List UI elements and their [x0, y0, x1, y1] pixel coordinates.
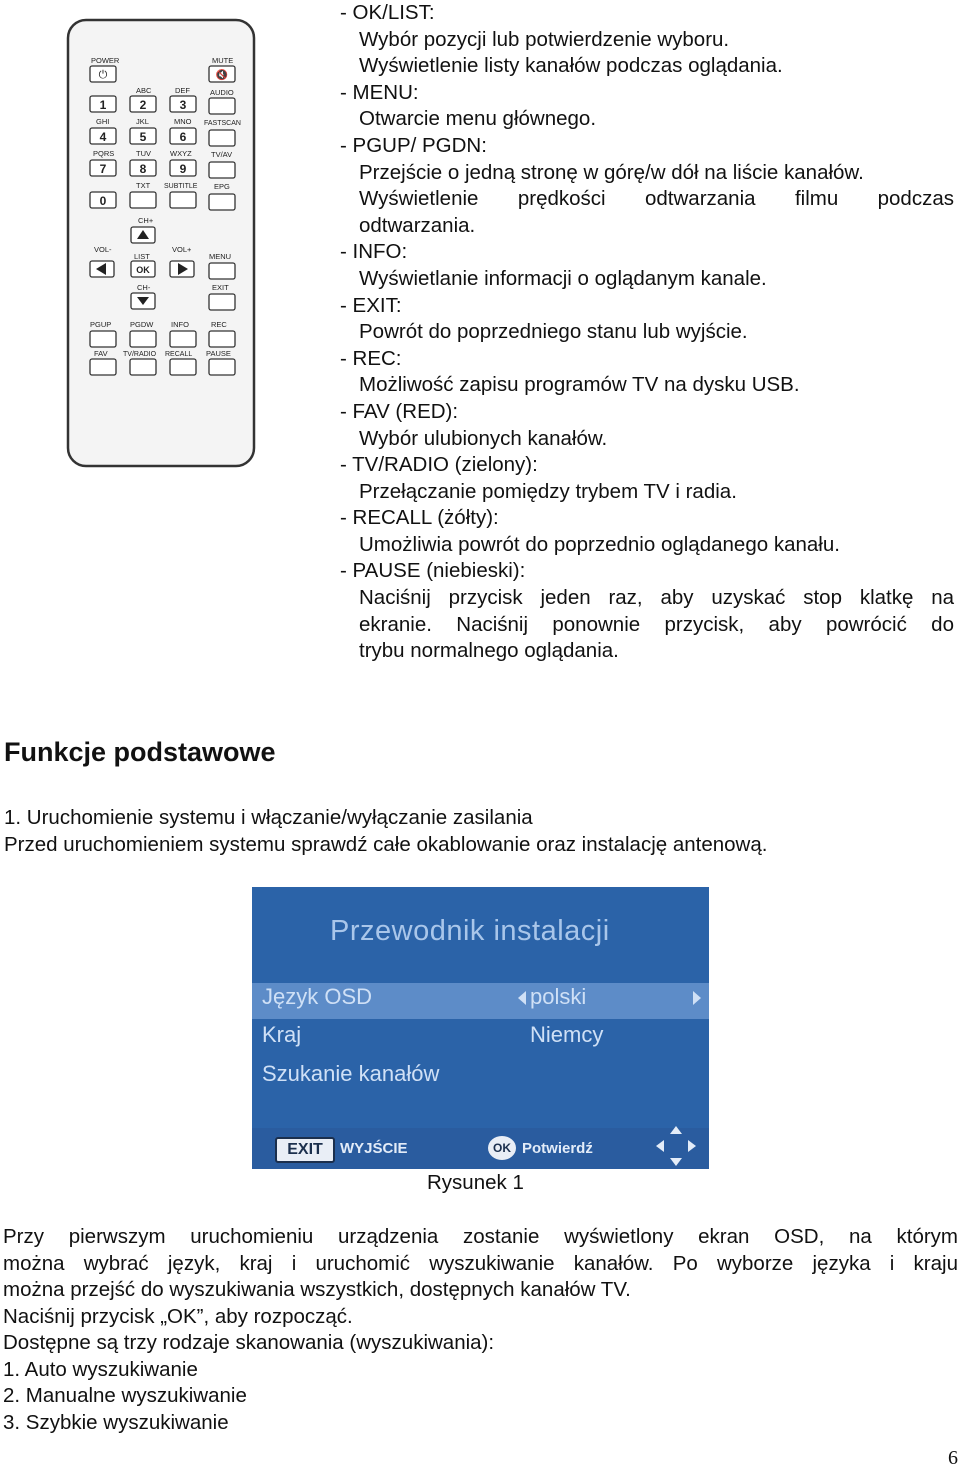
remote-digit-7: 7	[99, 162, 107, 176]
function-heading: - EXIT:	[340, 293, 402, 317]
function-heading: - PGUP/ PGDN:	[340, 133, 487, 157]
remote-label-txt: TXT	[136, 181, 151, 190]
remote-digit-6: 6	[179, 130, 187, 144]
function-heading: - MENU:	[340, 80, 419, 104]
step-text: Przed uruchomieniem systemu sprawdź całe okablowanie oraz instalację antenową.	[4, 833, 768, 856]
figure-caption: Rysunek 1	[427, 1171, 524, 1194]
osd-title: Przewodnik instalacji	[330, 915, 610, 947]
body-line: 1. Auto wyszukiwanie	[3, 1357, 198, 1381]
remote-label-power: POWER	[91, 56, 120, 65]
remote-label-list: LIST	[134, 252, 150, 261]
function-description	[359, 266, 954, 293]
remote-control-illustration	[66, 18, 256, 468]
function-description	[359, 106, 954, 133]
function-description-line: Przejście o jedną stronę w górę/w dół na liście kanałów.	[359, 160, 864, 184]
remote-digit-1: 1	[99, 98, 107, 112]
function-description-line: trybu normalnego oglądania.	[359, 639, 619, 663]
arrow-right-icon	[693, 991, 701, 1005]
function-description-line: Otwarcie menu głównego.	[359, 107, 597, 131]
remote-label-subtitle: SUBTITLE	[164, 183, 198, 190]
osd-row-label-osd-language: Język OSD	[262, 984, 373, 1009]
function-description	[359, 426, 954, 453]
remote-label-exit: EXIT	[212, 283, 229, 292]
function-description	[359, 160, 954, 240]
remote-label-pqrs: PQRS	[93, 149, 115, 158]
osd-row-value-osd-language: polski	[530, 984, 587, 1009]
function-description-line: Wybór pozycji lub potwierdzenie wyboru.	[359, 27, 730, 51]
step-block	[4, 804, 767, 858]
body-line: można wybrać język, kraj i uruchomić wyszukiwanie kanałów. Po wyborze języka i kraju	[3, 1251, 958, 1275]
function-description-line: odtwarzania.	[359, 213, 476, 237]
osd-row-label-country: Kraj	[262, 1022, 302, 1047]
page-number: 6	[948, 1447, 958, 1469]
function-heading: - REC:	[340, 346, 402, 370]
osd-row-value-country: Niemcy	[530, 1022, 604, 1047]
body-line: Naciśnij przycisk „OK”, aby rozpocząć.	[3, 1304, 353, 1328]
remote-label-recall: RECALL	[165, 351, 193, 358]
function-description-line: Naciśnij przycisk jeden raz, aby uzyskać stop klatkę na	[359, 586, 954, 610]
arrow-left-icon	[518, 991, 526, 1005]
function-heading: - INFO:	[340, 240, 408, 264]
remote-label-pgup: PGUP	[90, 320, 112, 329]
remote-label-chminus: CH-	[137, 283, 151, 292]
remote-label-wxyz: WXYZ	[170, 149, 192, 158]
function-heading: - PAUSE (niebieski):	[340, 559, 526, 583]
function-list	[340, 0, 954, 665]
function-description-line: Wybór ulubionych kanałów.	[359, 426, 608, 450]
remote-label-pgdw: PGDW	[130, 320, 154, 329]
remote-label-rec: REC	[211, 320, 227, 329]
remote-label-mute: MUTE	[212, 56, 234, 65]
step-title: 1. Uruchomienie systemu i włączanie/wyłączanie zasilania	[4, 806, 533, 829]
function-description	[359, 585, 954, 665]
remote-label-tvradio: TV/RADIO	[123, 351, 157, 358]
remote-label-jkl: JKL	[136, 117, 149, 126]
function-description	[359, 27, 954, 80]
remote-label-info: INFO	[171, 320, 189, 329]
remote-label-menu: MENU	[209, 252, 232, 261]
remote-digit-8: 8	[139, 162, 147, 176]
remote-digit-9: 9	[179, 162, 187, 176]
remote-label-chplus: CH+	[138, 216, 154, 225]
function-description-line: ekranie. Naciśnij ponownie przycisk, aby powrócić do	[359, 612, 954, 636]
remote-label-mno: MNO	[174, 117, 192, 126]
function-description	[359, 319, 954, 346]
remote-label-volminus: VOL-	[94, 245, 112, 254]
remote-label-epg: EPG	[214, 182, 230, 191]
function-description-line: Możliwość zapisu programów TV na dysku USB.	[359, 373, 800, 397]
osd-ok-label: Potwierdź	[522, 1140, 593, 1157]
function-description-line: Umożliwia powrót do poprzednio oglądanego kanału.	[359, 532, 840, 556]
function-heading: - RECALL (żółty):	[340, 506, 499, 530]
function-description-line: Powrót do poprzedniego stanu lub wyjście.	[359, 320, 748, 344]
remote-label-volplus: VOL+	[172, 245, 192, 254]
osd-installation-guide-figure	[252, 887, 709, 1169]
osd-exit-key: EXIT	[275, 1137, 335, 1163]
remote-label-tvav: TV/AV	[211, 150, 233, 159]
remote-digit-4: 4	[99, 130, 107, 144]
remote-label-audio: AUDIO	[210, 88, 234, 97]
remote-label-def: DEF	[175, 86, 190, 95]
remote-digit-2: 2	[139, 98, 147, 112]
remote-label-pause: PAUSE	[206, 349, 231, 358]
function-heading: - FAV (RED):	[340, 399, 459, 423]
osd-exit-label: WYJŚCIE	[340, 1140, 408, 1157]
remote-digit-3: 3	[179, 98, 187, 112]
osd-ok-key: OK	[488, 1136, 516, 1160]
osd-footer	[252, 1128, 709, 1169]
body-line: 2. Manualne wyszukiwanie	[3, 1384, 247, 1407]
remote-label-abc: ABC	[136, 86, 152, 95]
body-line: Dostępne są trzy rodzaje skanowania (wyszukiwania):	[3, 1331, 495, 1354]
svg-text:🔇: 🔇	[215, 70, 229, 81]
function-description-line: Wyświetlanie informacji o oglądanym kanale.	[359, 266, 767, 290]
remote-digit-0: 0	[99, 194, 107, 208]
function-description-line: Wyświetlenie prędkości odtwarzania filmu podczas	[359, 187, 954, 211]
function-heading: - OK/LIST:	[340, 1, 435, 24]
body-line: Przy pierwszym uruchomieniu urządzenia zostanie wyświetlony ekran OSD, na którym	[3, 1225, 958, 1248]
remote-label-tuv: TUV	[136, 149, 151, 158]
function-description	[359, 532, 954, 559]
osd-row-label-channel-search: Szukanie kanałów	[262, 1061, 440, 1086]
remote-digit-5: 5	[139, 130, 147, 144]
function-description	[359, 372, 954, 399]
navigation-arrows-icon	[652, 1124, 700, 1168]
remote-label-fav: FAV	[94, 349, 108, 358]
remote-label-ok: OK	[136, 265, 150, 275]
body-line: 3. Szybkie wyszukiwanie	[3, 1410, 229, 1434]
function-description-line: Przełączanie pomiędzy trybem TV i radia.	[359, 479, 737, 503]
function-description	[359, 479, 954, 506]
body-text	[3, 1224, 958, 1436]
remote-label-fastscan: FASTSCAN	[204, 120, 241, 127]
function-description-line: Wyświetlenie listy kanałów podczas oglądania.	[359, 54, 783, 78]
remote-label-ghi: GHI	[96, 117, 110, 126]
body-line: można przejść do wyszukiwania wszystkich, dostępnych kanałów TV.	[3, 1278, 631, 1301]
section-heading: Funkcje podstawowe	[4, 737, 276, 767]
svg-text:⏻: ⏻	[98, 69, 108, 81]
function-heading: - TV/RADIO (zielony):	[340, 453, 538, 477]
